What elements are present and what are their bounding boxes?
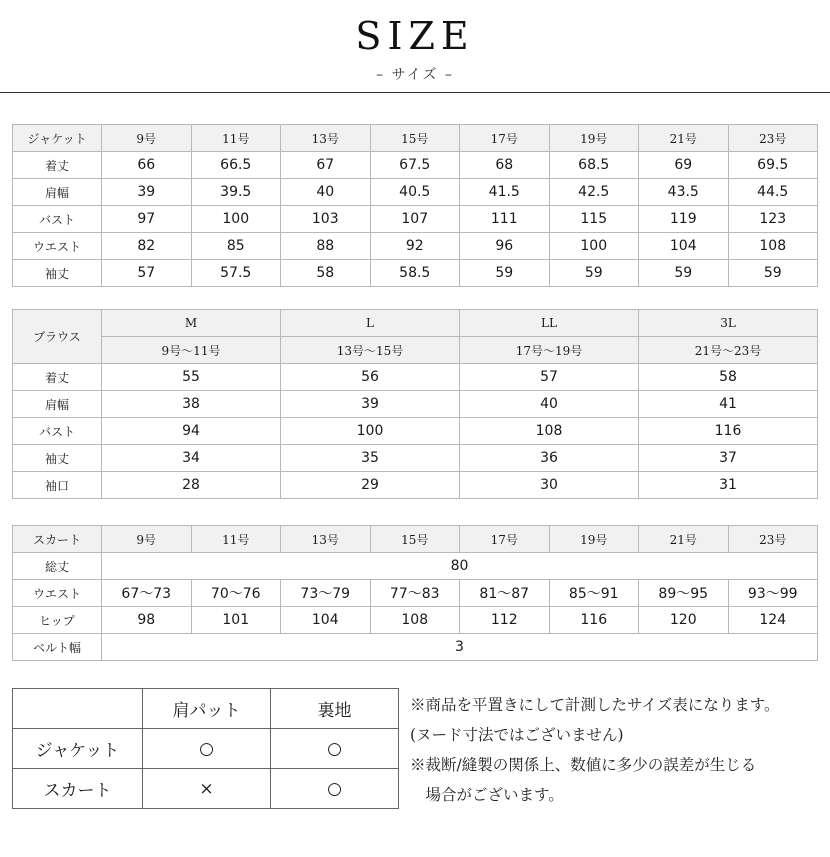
table-cell: 66 — [102, 152, 192, 179]
table-cell: 67.5 — [370, 152, 460, 179]
table-row — [13, 418, 818, 445]
table-header-row — [13, 337, 818, 364]
size-range-header: 21号～23号 — [639, 337, 818, 364]
table-cell: 57 — [102, 260, 192, 287]
table-cell: 69.5 — [728, 152, 818, 179]
row-label: ベルト幅 — [13, 634, 102, 661]
jacket-table-label: ジャケット — [13, 125, 102, 152]
table-cell: 103 — [281, 206, 371, 233]
table-cell: 28 — [102, 472, 281, 499]
table-row — [13, 729, 399, 769]
row-label: 肩幅 — [13, 391, 102, 418]
table-cell: 116 — [639, 418, 818, 445]
table-cell: 104 — [639, 233, 729, 260]
table-cell: 120 — [639, 607, 729, 634]
table-cell: 66.5 — [191, 152, 281, 179]
size-header: 17号 — [460, 125, 550, 152]
table-cell: 38 — [102, 391, 281, 418]
note-line: ※商品を平置きにして計測したサイズ表になります。 — [410, 696, 780, 714]
size-header: 9号 — [102, 125, 192, 152]
table-cell: 124 — [728, 607, 818, 634]
row-label: ジャケット — [13, 729, 143, 769]
row-label: 肩幅 — [13, 179, 102, 206]
table-cell: 93～99 — [728, 580, 818, 607]
table-cell: 30 — [460, 472, 639, 499]
table-cell: 104 — [281, 607, 371, 634]
table-cell: 40 — [281, 179, 371, 206]
table-cell: 34 — [102, 445, 281, 472]
table-row — [13, 391, 818, 418]
blouse-table-label: ブラウス — [13, 310, 102, 364]
table-row — [13, 260, 818, 287]
row-label: 着丈 — [13, 364, 102, 391]
blouse-size-table — [12, 309, 818, 499]
table-cell: 69 — [639, 152, 729, 179]
table-row — [13, 445, 818, 472]
table-cell: 119 — [639, 206, 729, 233]
table-cell: 108 — [370, 607, 460, 634]
size-header: 17号 — [460, 526, 550, 553]
table-row — [13, 769, 399, 809]
table-cell: 36 — [460, 445, 639, 472]
table-cell: 59 — [639, 260, 729, 287]
size-header: 9号 — [102, 526, 192, 553]
table-cell: 55 — [102, 364, 281, 391]
table-cell: 108 — [460, 418, 639, 445]
row-label: 袖丈 — [13, 260, 102, 287]
table-cell: × — [143, 769, 271, 809]
row-label: スカート — [13, 769, 143, 809]
size-range-header: 17号～19号 — [460, 337, 639, 364]
table-cell: 37 — [639, 445, 818, 472]
table-cell: 58.5 — [370, 260, 460, 287]
measurement-notes — [410, 690, 830, 810]
table-cell: 31 — [639, 472, 818, 499]
table-cell: 77～83 — [370, 580, 460, 607]
size-header: 21号 — [639, 125, 729, 152]
row-label: バスト — [13, 418, 102, 445]
options-corner — [13, 689, 143, 729]
page-title: SIZE — [355, 14, 475, 58]
table-cell: 35 — [281, 445, 460, 472]
table-cell: 68 — [460, 152, 550, 179]
skirt-table-label: スカート — [13, 526, 102, 553]
table-cell: 116 — [549, 607, 639, 634]
size-header: 11号 — [191, 125, 281, 152]
table-cell: ○ — [271, 769, 399, 809]
table-cell: 58 — [639, 364, 818, 391]
table-cell: 59 — [460, 260, 550, 287]
table-cell: 56 — [281, 364, 460, 391]
row-label: ウエスト — [13, 580, 102, 607]
skirt-size-table — [12, 525, 818, 661]
table-cell: 96 — [460, 233, 550, 260]
table-row — [13, 472, 818, 499]
size-header: 23号 — [728, 125, 818, 152]
table-cell: 70～76 — [191, 580, 281, 607]
table-cell: 107 — [370, 206, 460, 233]
note-line: 場合がございます。 — [410, 786, 564, 804]
size-header: L — [281, 310, 460, 337]
size-header: 3L — [639, 310, 818, 337]
table-row — [13, 364, 818, 391]
table-cell: 39 — [281, 391, 460, 418]
row-label: ウエスト — [13, 233, 102, 260]
row-label: ヒップ — [13, 607, 102, 634]
table-row — [13, 152, 818, 179]
table-cell: 89～95 — [639, 580, 729, 607]
table-cell: 44.5 — [728, 179, 818, 206]
table-cell: 40 — [460, 391, 639, 418]
note-line: (ヌード寸法ではございません) — [410, 726, 624, 744]
table-row — [13, 634, 818, 661]
table-header-row — [13, 526, 818, 553]
table-row — [13, 580, 818, 607]
table-cell: 111 — [460, 206, 550, 233]
table-cell: 88 — [281, 233, 371, 260]
table-cell: 85 — [191, 233, 281, 260]
table-cell: 123 — [728, 206, 818, 233]
size-header: 13号 — [281, 125, 371, 152]
table-cell: 39.5 — [191, 179, 281, 206]
table-cell: 82 — [102, 233, 192, 260]
table-cell: 39 — [102, 179, 192, 206]
table-cell: 100 — [549, 233, 639, 260]
table-cell: 81～87 — [460, 580, 550, 607]
table-cell: 115 — [549, 206, 639, 233]
table-row — [13, 206, 818, 233]
size-header: LL — [460, 310, 639, 337]
table-header-row — [13, 689, 399, 729]
table-header-row — [13, 125, 818, 152]
title-divider — [0, 92, 830, 93]
size-header: 19号 — [549, 125, 639, 152]
table-cell: 100 — [191, 206, 281, 233]
size-range-header: 13号～15号 — [281, 337, 460, 364]
table-row — [13, 179, 818, 206]
size-header: 11号 — [191, 526, 281, 553]
table-cell: 29 — [281, 472, 460, 499]
row-label: 総丈 — [13, 553, 102, 580]
table-cell: 94 — [102, 418, 281, 445]
column-header: 裏地 — [271, 689, 399, 729]
table-cell: 100 — [281, 418, 460, 445]
table-cell: 98 — [102, 607, 192, 634]
table-cell: 57 — [460, 364, 639, 391]
table-cell: 41.5 — [460, 179, 550, 206]
table-cell: 112 — [460, 607, 550, 634]
row-label: バスト — [13, 206, 102, 233]
size-header: 19号 — [549, 526, 639, 553]
table-cell: 80 — [102, 553, 818, 580]
table-cell: 73～79 — [281, 580, 371, 607]
table-cell: 58 — [281, 260, 371, 287]
column-header: 肩パット — [143, 689, 271, 729]
size-range-header: 9号～11号 — [102, 337, 281, 364]
table-cell: ○ — [271, 729, 399, 769]
table-cell: 57.5 — [191, 260, 281, 287]
table-cell: 101 — [191, 607, 281, 634]
table-cell: 108 — [728, 233, 818, 260]
table-cell: 67～73 — [102, 580, 192, 607]
row-label: 袖丈 — [13, 445, 102, 472]
table-cell: 59 — [549, 260, 639, 287]
table-cell: ○ — [143, 729, 271, 769]
note-line: ※裁断/縫製の関係上、数値に多少の誤差が生じる — [410, 756, 757, 774]
table-cell: 68.5 — [549, 152, 639, 179]
size-header: 13号 — [281, 526, 371, 553]
table-row — [13, 607, 818, 634]
table-cell: 67 — [281, 152, 371, 179]
size-header: 15号 — [370, 125, 460, 152]
size-header: 21号 — [639, 526, 729, 553]
table-cell: 3 — [102, 634, 818, 661]
page-subtitle: – サイズ – — [376, 67, 454, 83]
size-header: 15号 — [370, 526, 460, 553]
size-header: 23号 — [728, 526, 818, 553]
table-cell: 40.5 — [370, 179, 460, 206]
table-cell: 92 — [370, 233, 460, 260]
table-cell: 85～91 — [549, 580, 639, 607]
options-table — [12, 688, 399, 809]
table-row — [13, 553, 818, 580]
table-cell: 59 — [728, 260, 818, 287]
table-cell: 42.5 — [549, 179, 639, 206]
row-label: 袖口 — [13, 472, 102, 499]
table-cell: 97 — [102, 206, 192, 233]
table-cell: 43.5 — [639, 179, 729, 206]
table-row — [13, 233, 818, 260]
size-header: M — [102, 310, 281, 337]
table-header-row — [13, 310, 818, 337]
row-label: 着丈 — [13, 152, 102, 179]
jacket-size-table — [12, 124, 818, 287]
table-cell: 41 — [639, 391, 818, 418]
